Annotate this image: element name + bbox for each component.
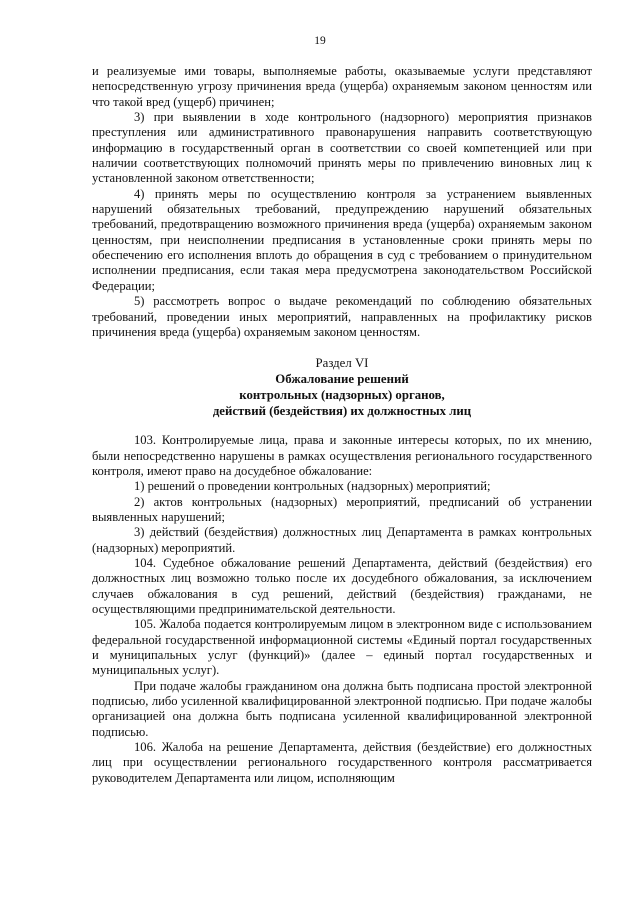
paragraph-item-4: 4) принять меры по осуществлению контроля за устранением выявленных нарушений обязательных требований, предупреждению нарушений обязательных требований, предотвращению возможного причинения вреда (ущерба) охраняемым законом ценностям, при неисполнении предписания в установленные сроки принять меры по обеспечению его исполнения вплоть до обращения в суд с требованием о принудительном исполнении предписания, если такая мера предусмотрена законодательством Российской Федерации; <box>92 186 592 293</box>
paragraph-105: 105. Жалоба подается контролируемым лицом в электронном виде с использованием федеральной государственной информационной системы «Единый портал государственных и муниципальных услуг (функций)» (далее – единый портал государственных и муниципальных услуг). <box>92 617 592 678</box>
paragraph-continuation: и реализуемые ими товары, выполняемые работы, оказываемые услуги представляют непосредственную угрозу причинения вреда (ущерба) охраняемым законом ценностям или что такой вред (ущерб) причинен; <box>92 64 592 109</box>
section-title-line-2: контрольных (надзорных) органов, <box>239 388 445 403</box>
paragraph-103-item-2: 2) актов контрольных (надзорных) мероприятий, предписаний об устранении выявленных нарушений; <box>92 494 592 524</box>
paragraph-104: 104. Судебное обжалование решений Департамента, действий (бездействия) его должностных лиц возможно только после их досудебного обжалования, за исключением случаев обжалования в суд решений, действий (бездействия) гражданами, не осуществляющими предпринимательской деятельности. <box>92 555 592 616</box>
section-title-line-1: Обжалование решений <box>275 372 409 387</box>
paragraph-103-item-3: 3) действий (бездействия) должностных лиц Департамента в рамках контрольных (надзорных) мероприятий. <box>92 525 592 555</box>
paragraph-item-3: 3) при выявлении в ходе контрольного (надзорного) мероприятия признаков преступления или административного правонарушения направить соответствующую информацию в государственный орган в соответствии со своей компетенцией или при наличии соответствующих полномочий принять меры по привлечению виновных лиц к установленной законом ответственности; <box>92 110 592 186</box>
page-number: 19 <box>314 35 326 47</box>
paragraph-103-item-1: 1) решений о проведении контрольных (надзорных) мероприятий; <box>134 479 491 494</box>
section-title-line-3: действий (бездействия) их должностных лиц <box>212 404 472 419</box>
section-heading <box>92 355 592 419</box>
paragraph-105-signature: При подаче жалобы гражданином она должна быть подписана простой электронной подписью, либо усиленной квалифицированной электронной подписью. При подаче жалобы организацией она должна быть подписана усиленной квалифицированной электронной подписью. <box>92 678 592 739</box>
paragraph-item-5: 5) рассмотреть вопрос о выдаче рекомендаций по соблюдению обязательных требований, проведении иных мероприятий, направленных на профилактику рисков причинения вреда (ущерба) охраняемым законом ценностям. <box>92 294 592 339</box>
section-number: Раздел VI <box>315 356 369 371</box>
paragraph-103: 103. Контролируемые лица, права и законные интересы которых, по их мнению, были непосредственно нарушены в рамках осуществления регионального государственного контроля, имеют право на досудебное обжалование: <box>92 433 592 478</box>
document-body <box>92 64 592 786</box>
paragraph-106: 106. Жалоба на решение Департамента, действия (бездействие) его должностных лиц при осуществлении регионального государственного контроля рассматривается руководителем Департамента или лицом, исполняющим <box>92 740 592 785</box>
